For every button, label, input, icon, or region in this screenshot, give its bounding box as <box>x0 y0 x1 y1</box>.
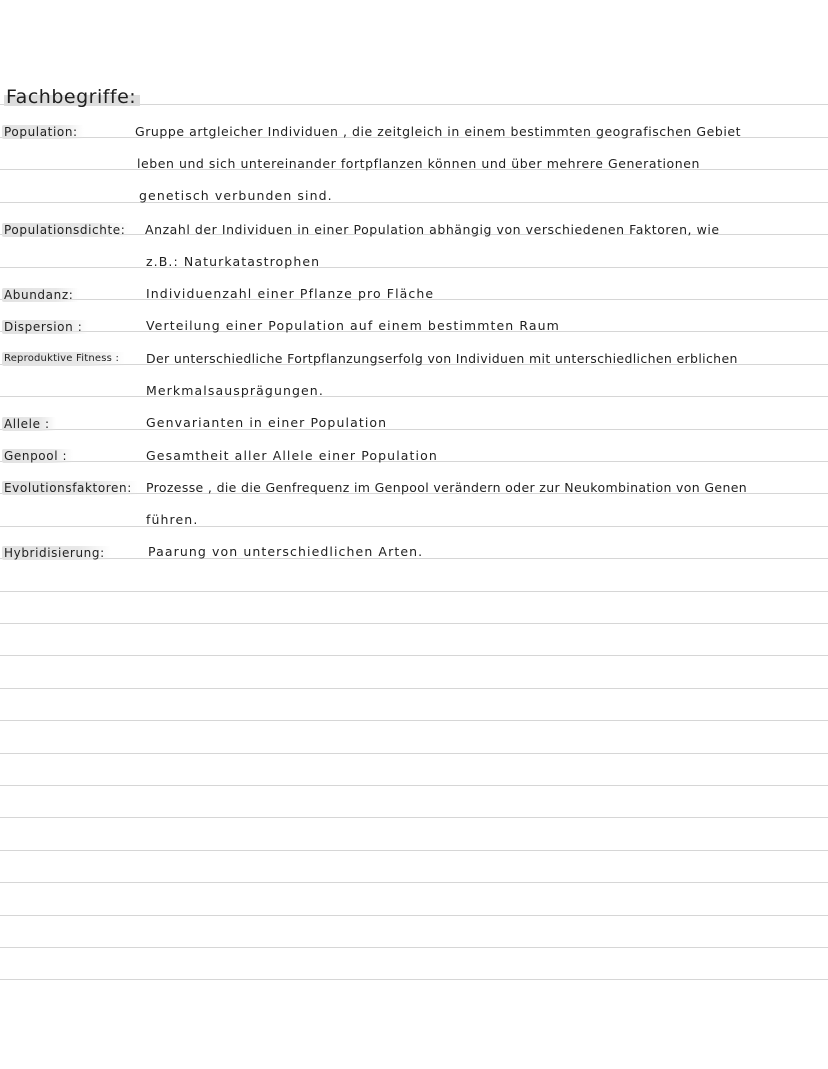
ruled-line <box>0 882 828 883</box>
definition-line: z.B.: Naturkatastrophen <box>146 254 321 269</box>
term-populationsdichte: Populationsdichte: <box>2 223 131 237</box>
ruled-line <box>0 979 828 980</box>
term-hybridisierung: Hybridisierung: <box>2 546 111 560</box>
ruled-line <box>0 947 828 948</box>
definition-line: Verteilung einer Population auf einem bestimmten Raum <box>146 318 560 333</box>
ruled-line <box>0 202 828 203</box>
ruled-line <box>0 720 828 721</box>
ruled-line <box>0 396 828 397</box>
definition-line: Individuenzahl einer Pflanze pro Fläche <box>146 286 435 301</box>
ruled-line <box>0 429 828 430</box>
ruled-line <box>0 753 828 754</box>
page-title: Fachbegriffe: <box>4 86 140 108</box>
ruled-line <box>0 785 828 786</box>
term-dispersion: Dispersion : <box>2 320 88 334</box>
term-population: Population: <box>2 125 84 139</box>
definition-line: Der unterschiedliche Fortpflanzungserfolg von Individuen mit unterschiedlichen erblichen <box>146 351 738 366</box>
definition-line: Gruppe artgleicher Individuen , die zeitgleich in einem bestimmten geografischen Gebiet <box>135 124 742 139</box>
definition-line: führen. <box>146 512 199 527</box>
term-evolutionsfaktoren: Evolutionsfaktoren: <box>2 481 138 495</box>
definition-line: Paarung von unterschiedlichen Arten. <box>148 544 424 559</box>
definition-line: Merkmalsausprägungen. <box>146 383 324 398</box>
ruled-line <box>0 688 828 689</box>
definition-line: Genvarianten in einer Population <box>146 415 388 430</box>
term-reproduktive-fitness: Reproduktive Fitness : <box>2 352 125 366</box>
ruled-line <box>0 591 828 592</box>
definition-line: genetisch verbunden sind. <box>139 188 333 203</box>
term-genpool: Genpool : <box>2 449 73 463</box>
ruled-line <box>0 850 828 851</box>
ruled-line <box>0 267 828 268</box>
ruled-line <box>0 915 828 916</box>
ruled-line <box>0 817 828 818</box>
ruled-line <box>0 623 828 624</box>
ruled-line <box>0 526 828 527</box>
definition-line: Anzahl der Individuen in einer Population abhängig von verschiedenen Faktoren, wie <box>145 222 720 237</box>
ruled-line <box>0 655 828 656</box>
definition-line: leben und sich untereinander fortpflanzen können und über mehrere Generationen <box>137 156 700 171</box>
term-allele: Allele : <box>2 417 56 431</box>
term-abundanz: Abundanz: <box>2 288 79 302</box>
definition-line: Prozesse , die die Genfrequenz im Genpool verändern oder zur Neukombination von Genen <box>146 480 748 495</box>
definition-line: Gesamtheit aller Allele einer Population <box>146 448 438 463</box>
